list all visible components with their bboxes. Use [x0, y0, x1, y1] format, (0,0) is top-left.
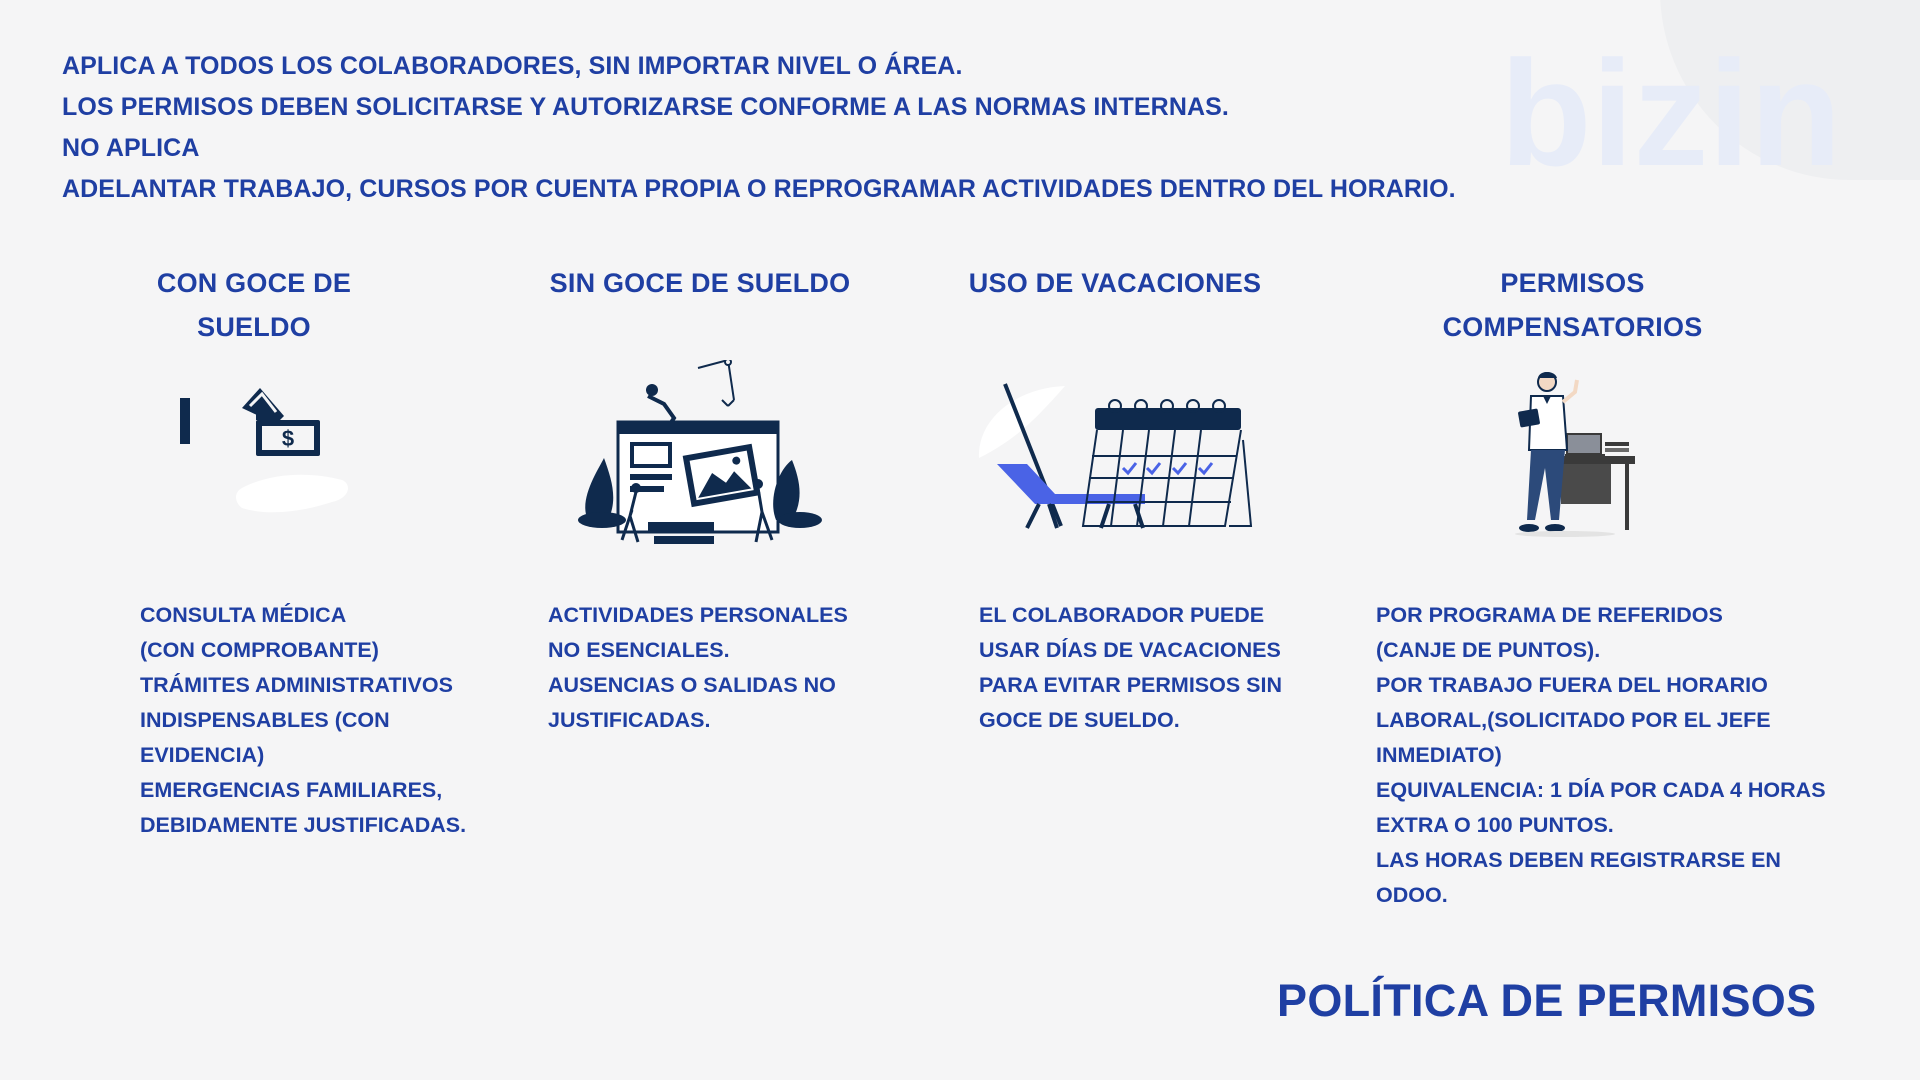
column-title-vacaciones: USO DE VACACIONES: [968, 268, 1262, 298]
page-title: POLÍTICA DE PERMISOS: [1277, 975, 1817, 1026]
svg-text:bizin: bizin: [1500, 40, 1842, 180]
intro-line: ADELANTAR TRABAJO, CURSOS POR CUENTA PROPIA O REPROGRAMAR ACTIVIDADES DENTRO DEL HORARIO.: [62, 175, 1456, 203]
person-desk-icon: [1505, 370, 1635, 540]
money-hand-icon: [172, 380, 372, 530]
column-body-compensatorios: POR PROGRAMA DE REFERIDOS (CANJE DE PUNTOS). POR TRABAJO FUERA DEL HORARIO LABORAL,(SOLICITADO POR EL JEFE INMEDIATO) EQUIVALENCIA: 1 DÍA POR CADA 4 HORAS EXTRA O 100 PUNTOS. LAS HORAS DEBEN REGISTRARSE EN ODOO.: [1376, 603, 1826, 907]
column-body-con-goce: CONSULTA MÉDICA (CON COMPROBANTE) TRÁMITES ADMINISTRATIVOS INDISPENSABLES (CON EVIDENCIA) EMERGENCIAS FAMILIARES, DEBIDAMENTE JUSTIFICADAS.: [140, 603, 467, 837]
svg-text:$: $: [281, 426, 295, 451]
column-title-sin-goce: SIN GOCE DE SUELDO: [549, 268, 851, 298]
intro-line: APLICA A TODOS LOS COLABORADORES, SIN IMPORTAR NIVEL O ÁREA.: [62, 52, 963, 80]
column-body-sin-goce: ACTIVIDADES PERSONALES NO ESENCIALES. AUSENCIAS O SALIDAS NO JUSTIFICADAS.: [548, 603, 848, 732]
column-title-con-goce: CON GOCE DE SUELDO: [156, 268, 352, 342]
bizin-logo: [1500, 40, 1850, 180]
website-building-icon: [578, 360, 822, 550]
column-title-compensatorios: PERMISOS COMPENSATORIOS: [1442, 268, 1703, 342]
vacation-calendar-icon: [975, 380, 1255, 530]
intro-line: LOS PERMISOS DEBEN SOLICITARSE Y AUTORIZARSE CONFORME A LAS NORMAS INTERNAS.: [62, 93, 1229, 121]
column-body-vacaciones: EL COLABORADOR PUEDE USAR DÍAS DE VACACIONES PARA EVITAR PERMISOS SIN GOCE DE SUELDO.: [979, 603, 1283, 732]
intro-section: [62, 46, 1456, 210]
intro-line: NO APLICA: [62, 134, 200, 162]
